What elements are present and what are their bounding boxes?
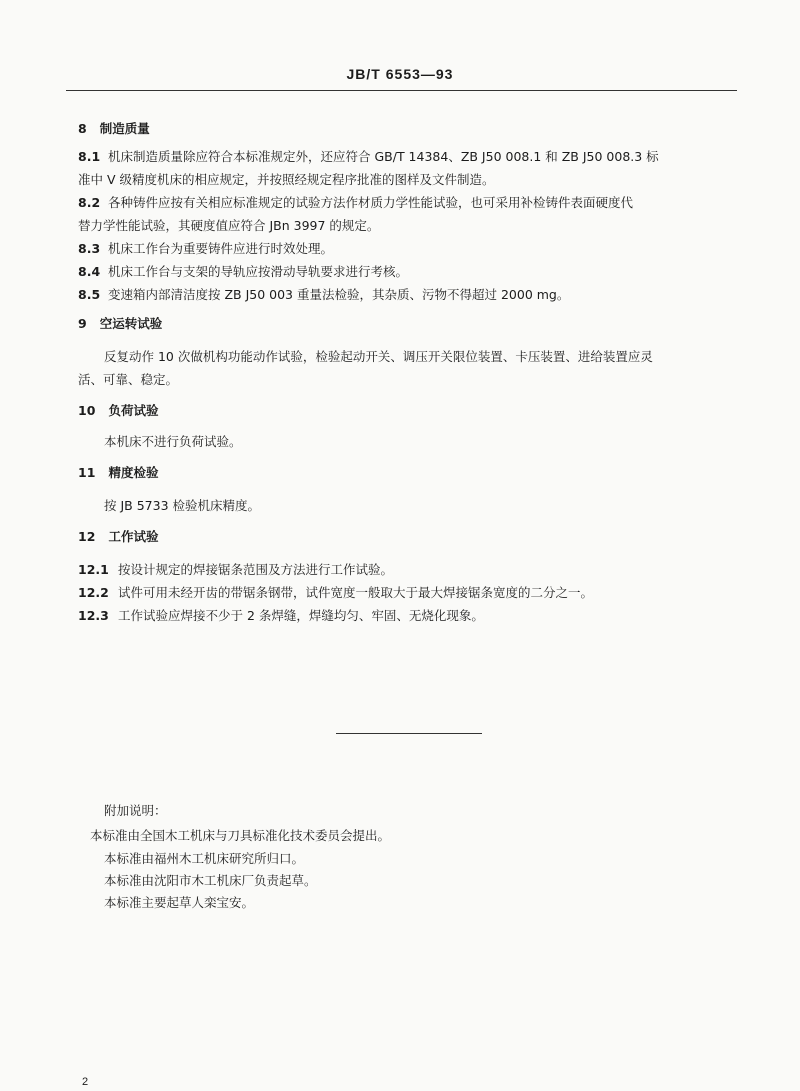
section-11-title: 精度检验 [108,465,159,480]
end-divider [336,733,482,734]
section-9-text: 反复动作 10 次做机构功能动作试验，检验起动开关、调压开关限位装置、卡压装置、进给装置应灵 [104,349,653,364]
notes-line-4: 本标准主要起草人栾宝安。 [104,895,255,910]
clause-8-3: 8.3 机床工作台为重要铸件应进行时效处理。 [78,241,334,256]
clause-12-1: 12.1 按设计规定的焊接锯条范围及方法进行工作试验。 [78,562,394,577]
notes-line-3: 本标准由沈阳市木工机床厂负责起草。 [104,873,317,888]
section-8-heading [78,123,150,136]
notes-line-2: 本标准由福州木工机床研究所归口。 [104,851,305,866]
section-10-title: 负荷试验 [108,403,159,418]
section-9-title: 空运转试验 [99,316,163,331]
section-11-text: 按 JB 5733 检验机床精度。 [104,498,260,513]
section-8-title: 制造质量 [99,121,150,136]
section-10-number: 10 [78,403,96,418]
section-11-heading [78,467,158,480]
section-10-heading [78,405,158,418]
document-code: JB/T 6553—93 [346,66,454,82]
section-9-text-cont: 活、可靠、稳定。 [78,372,179,387]
clause-8-1-cont: 准中 V 级精度机床的相应规定，并按照经规定程序批准的图样及文件制造。 [78,172,495,187]
section-10-text: 本机床不进行负荷试验。 [104,434,242,449]
clause-8-4: 8.4 机床工作台与支架的导轨应按滑动导轨要求进行考核。 [78,264,409,279]
notes-line-1: 本标准由全国木工机床与刀具标准化技术委员会提出。 [90,828,391,843]
clause-8-1: 8.1 机床制造质量除应符合本标准规定外，还应符合 GB/T 14384、ZB J50 008.1 和 ZB J50 008.3 标 [78,149,659,164]
clause-12-2: 12.2 试件可用未经开齿的带锯条钢带，试件宽度一般取大于最大焊接锯条宽度的二分之一。 [78,585,594,600]
section-12-heading [78,531,158,544]
page-number: 2 [82,1076,89,1088]
clause-8-2-cont: 替力学性能试验，其硬度值应符合 JBn 3997 的规定。 [78,218,380,233]
clause-12-3: 12.3 工作试验应焊接不少于 2 条焊缝，焊缝均匀、牢固、无烧化现象。 [78,608,484,623]
section-12-number: 12 [78,529,96,544]
notes-title: 附加说明： [104,803,167,818]
clause-8-2: 8.2 各种铸件应按有关相应标准规定的试验方法作材质力学性能试验，也可采用补检铸件表面硬度代 [78,195,634,210]
header-divider [66,90,737,91]
clause-8-5: 8.5 变速箱内部清洁度按 ZB J50 003 重量法检验，其杂质、污物不得超过 2000 mg。 [78,287,570,302]
section-12-title: 工作试验 [108,529,159,544]
section-8-number: 8 [78,121,87,136]
section-9-number: 9 [78,316,87,331]
section-9-heading [78,318,162,331]
section-11-number: 11 [78,465,96,480]
